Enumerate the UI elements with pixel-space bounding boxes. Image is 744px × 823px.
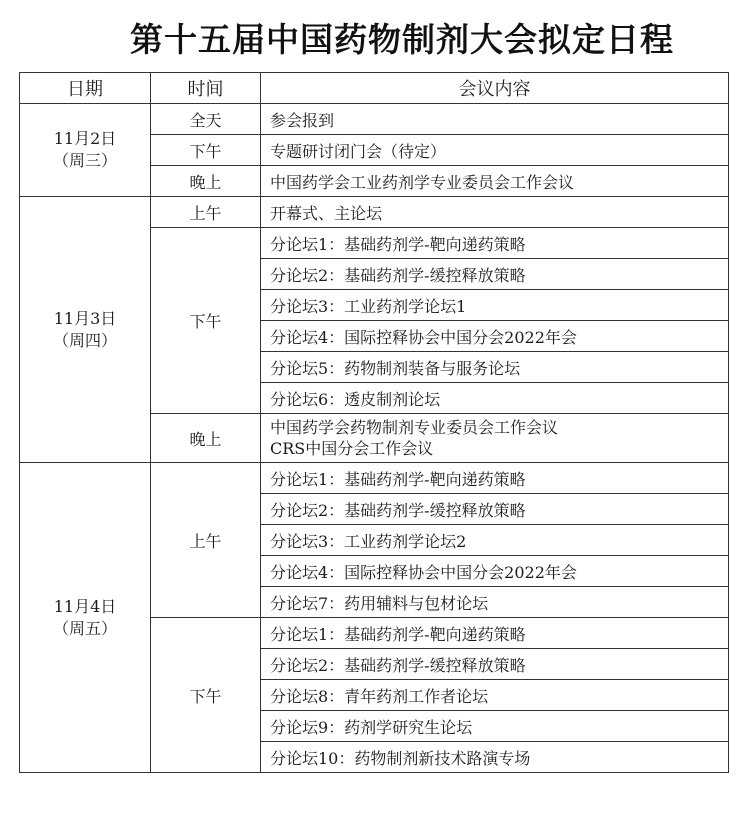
date-label: 11月3日 (53, 308, 117, 328)
content-cell (261, 414, 729, 463)
weekday-label: （周五） (52, 618, 117, 638)
time-cell: 晚上 (151, 166, 261, 197)
header-content: 会议内容 (261, 73, 729, 104)
content-line: CRS中国分会工作会议 (270, 439, 434, 458)
content-cell: 分论坛2：基础药剂学-缓控释放策略 (261, 259, 729, 290)
content-cell: 分论坛3：工业药剂学论坛1 (261, 290, 729, 321)
header-date: 日期 (20, 73, 151, 104)
table-header-row (20, 73, 729, 104)
content-cell: 分论坛2：基础药剂学-缓控释放策略 (261, 494, 729, 525)
weekday-label: （周三） (52, 151, 117, 170)
table-row (20, 463, 729, 494)
content-cell: 分论坛4：国际控释协会中国分会2022年会 (261, 321, 729, 352)
time-cell: 下午 (151, 618, 261, 773)
page-title: 第十五届中国药物制剂大会拟定日程 (130, 20, 674, 59)
content-cell: 专题研讨闭门会（待定） (261, 135, 729, 166)
time-cell: 下午 (151, 228, 261, 414)
content-cell: 分论坛4：国际控释协会中国分会2022年会 (261, 556, 729, 587)
content-cell: 分论坛5：药物制剂装备与服务论坛 (261, 352, 729, 383)
header-time: 时间 (151, 73, 261, 104)
content-cell: 分论坛7：药用辅料与包材论坛 (261, 587, 729, 618)
content-cell: 分论坛8：青年药剂工作者论坛 (261, 680, 729, 711)
content-cell: 分论坛10：药物制剂新技术路演专场 (261, 742, 729, 773)
content-cell: 分论坛1：基础药剂学-靶向递药策略 (261, 228, 729, 259)
schedule-table (19, 72, 729, 773)
date-label: 11月4日 (53, 596, 117, 616)
time-cell: 晚上 (151, 414, 261, 463)
content-cell: 开幕式、主论坛 (261, 197, 729, 228)
content-cell: 中国药学会工业药剂学专业委员会工作会议 (261, 166, 729, 197)
date-cell (20, 463, 151, 773)
table-row (20, 197, 729, 228)
date-label: 11月2日 (53, 129, 117, 148)
content-cell: 分论坛6：透皮制剂论坛 (261, 383, 729, 414)
content-cell: 分论坛2：基础药剂学-缓控释放策略 (261, 649, 729, 680)
table-row (20, 104, 729, 135)
content-cell: 分论坛3：工业药剂学论坛2 (261, 525, 729, 556)
date-cell (20, 104, 151, 197)
content-cell: 分论坛9：药剂学研究生论坛 (261, 711, 729, 742)
time-cell: 全天 (151, 104, 261, 135)
content-cell: 分论坛1：基础药剂学-靶向递药策略 (261, 618, 729, 649)
date-cell (20, 197, 151, 463)
time-cell: 上午 (151, 197, 261, 228)
content-cell: 分论坛1：基础药剂学-靶向递药策略 (261, 463, 729, 494)
time-cell: 下午 (151, 135, 261, 166)
time-cell: 上午 (151, 463, 261, 618)
weekday-label: （周四） (52, 330, 117, 350)
content-line: 中国药学会药物制剂专业委员会工作会议 (270, 418, 559, 437)
content-cell: 参会报到 (261, 104, 729, 135)
